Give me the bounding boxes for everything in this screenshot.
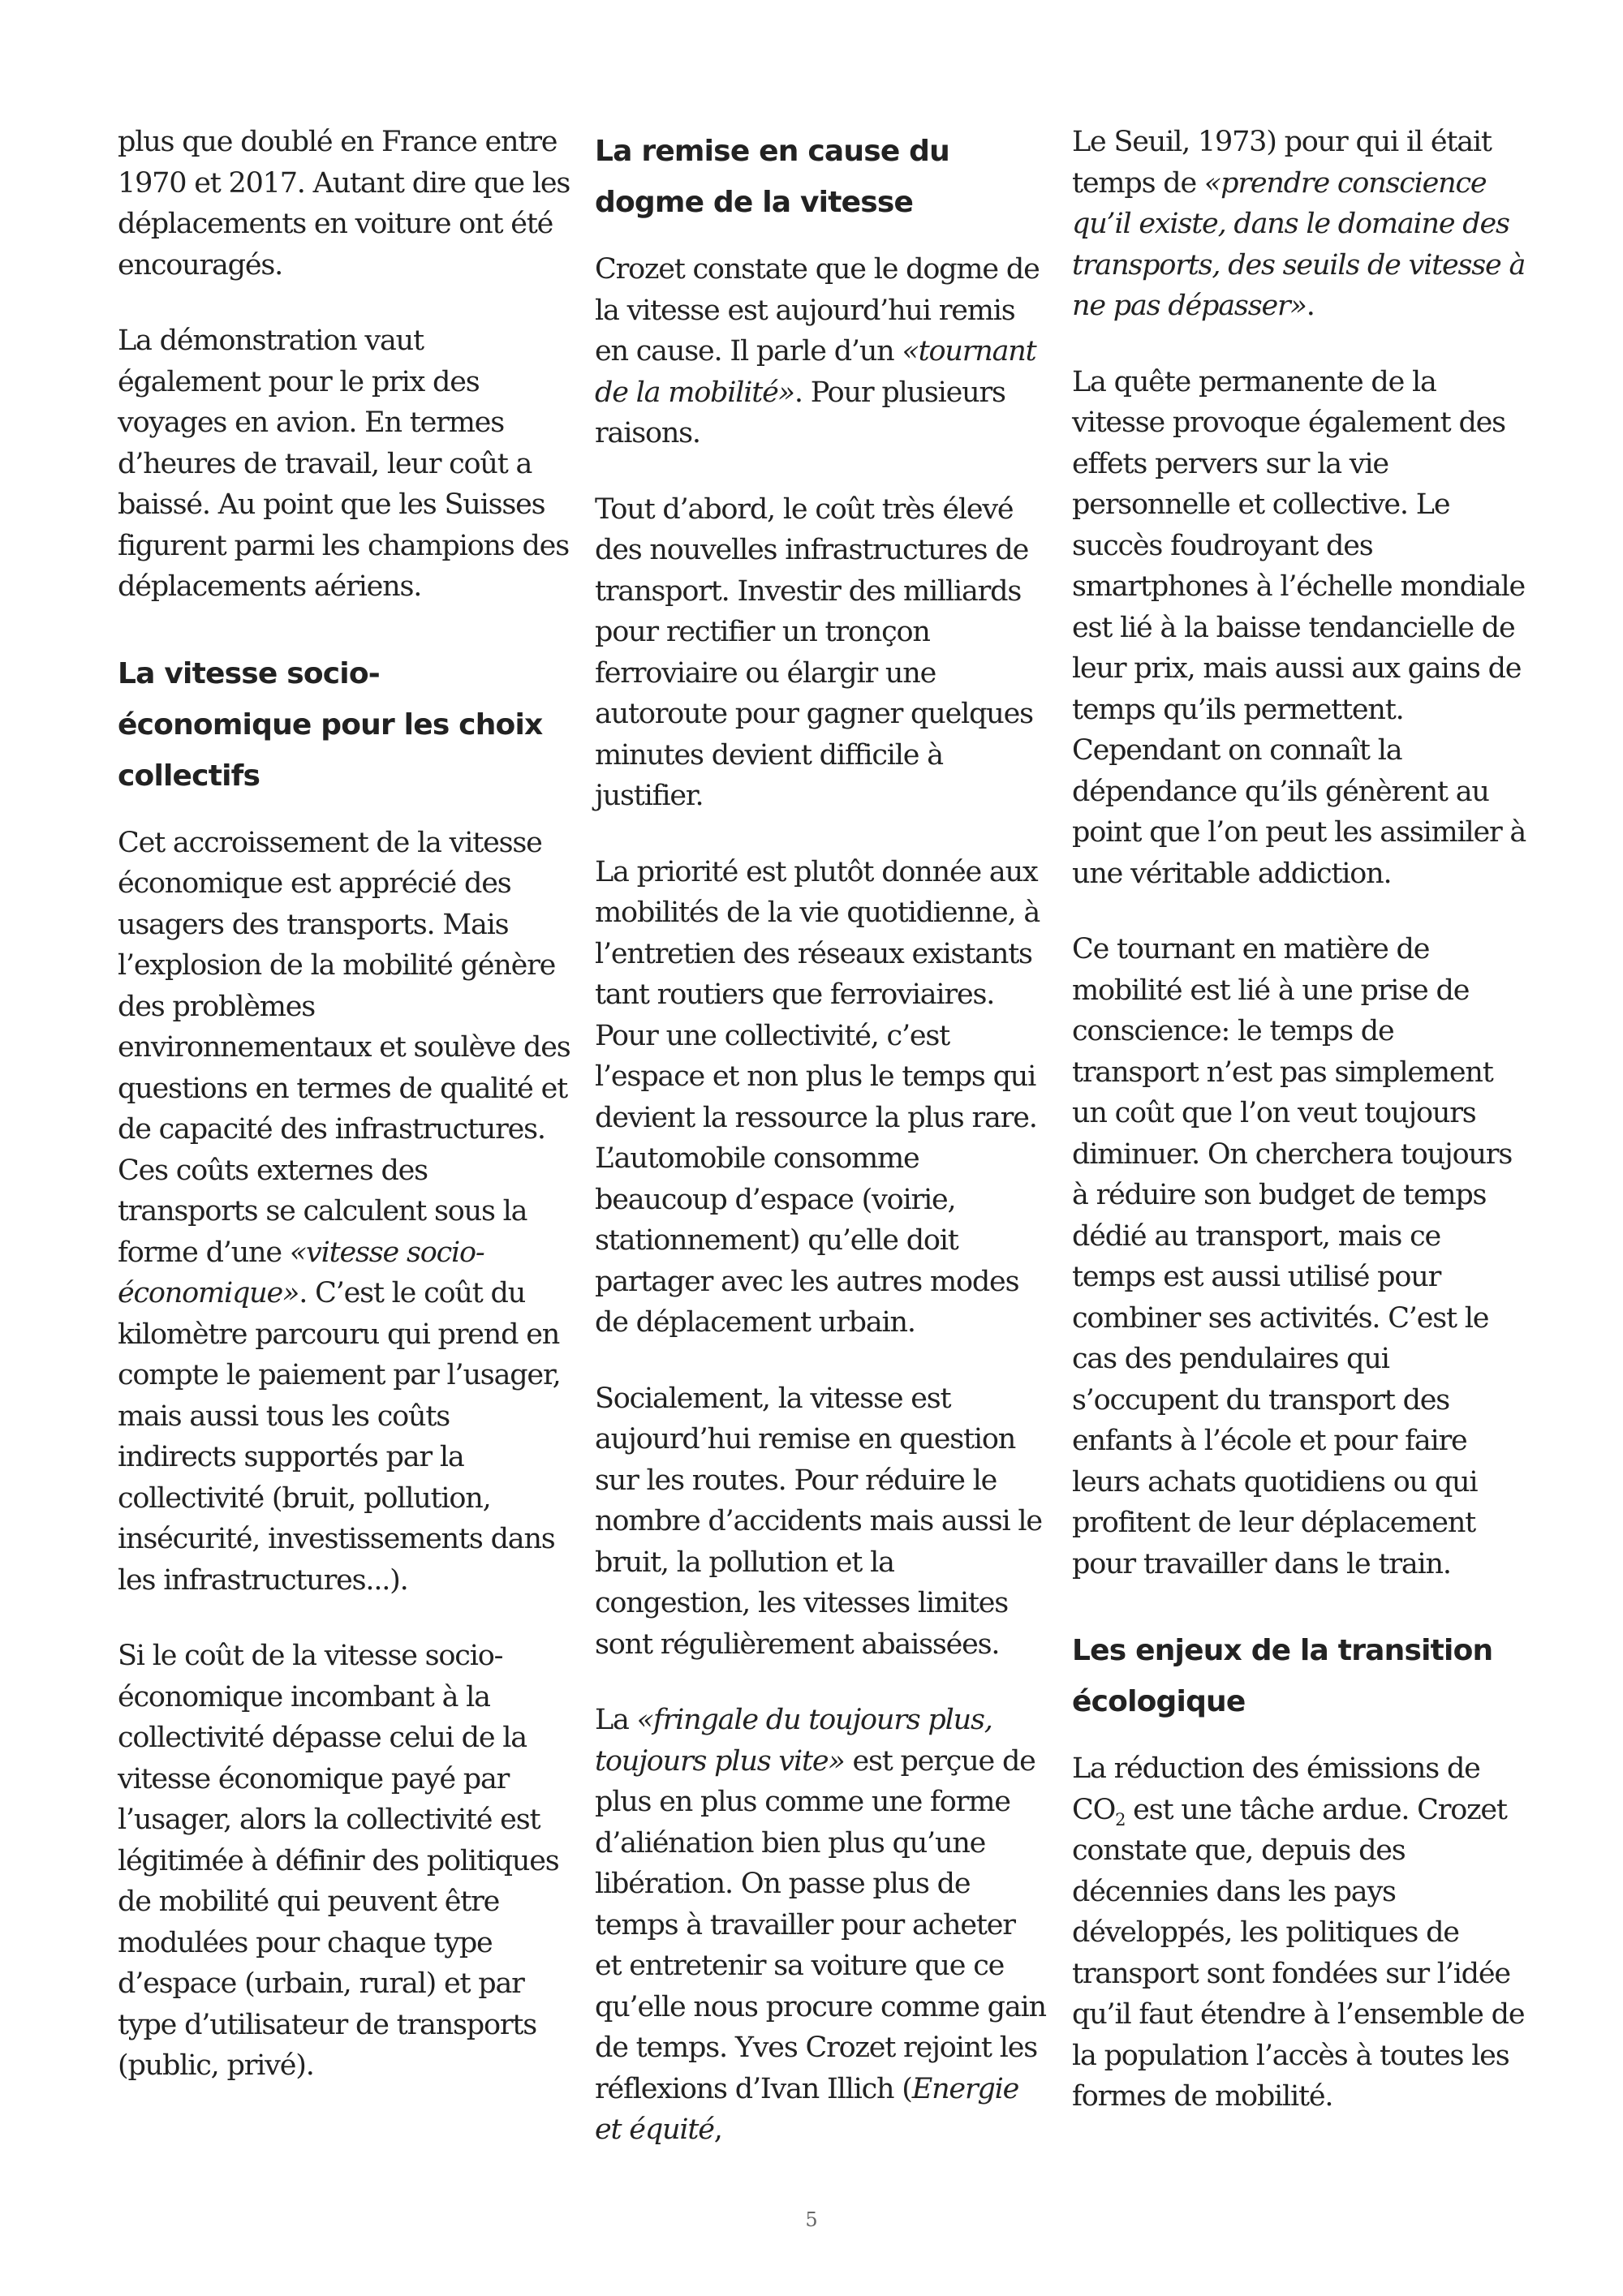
paragraph bbox=[118, 823, 572, 1602]
paragraph-text: . Pour plusieurs raisons. bbox=[595, 376, 1005, 449]
paragraph bbox=[595, 249, 1049, 454]
paragraph-text: Le Seuil, 1973) pour qui il était temps de bbox=[1072, 126, 1492, 200]
text-column-3 bbox=[1072, 122, 1526, 2152]
paragraph bbox=[1072, 122, 1526, 327]
section-heading: La remise en cause du dogme de la vitesse bbox=[595, 135, 949, 219]
paragraph-text: La bbox=[595, 1704, 637, 1736]
paragraph: Si le coût de la vitesse socio-économique incombant à la collectivité dépasse celui de la vitesse économique payé par l’usager, alors la collectivité est légitimée à définir des politiques de mobilité qui peuvent être modulées pour chaque type d’espace (urbain, rural) et par type d’utilisateur de transports (public, privé). bbox=[118, 1640, 559, 2082]
paragraph-text: . C’est le coût du kilomètre parcouru qui prend en compte le paiement par l’usager, mais aussi tous les coûts indirects supportés par la collectivité (bruit, pollution, insécurité, investissements dans les infrastructures...). bbox=[118, 1277, 561, 1597]
subscript-two: 2 bbox=[1115, 1809, 1126, 1829]
paragraph-text: Crozet constate que le dogme de la vitesse est aujourd’hui remis en cause. Il parle d’un bbox=[595, 253, 1040, 368]
paragraph bbox=[1072, 1748, 1526, 2118]
quote-italic: «vitesse socio-économique» bbox=[118, 1236, 484, 1309]
paragraph: La priorité est plutôt donnée aux mobilités de la vie quotidienne, à l’entretien des réseaux existants tant routiers que ferroviaires. Pour une collectivité, c’est l’espace et non plus le temps qui devient la ressource la plus rare. L’automobile consomme beaucoup d’espace (voirie, stationnement) qu’elle doit partager avec les autres modes de déplacement urbain. bbox=[595, 855, 1040, 1339]
paragraph: La démonstration vaut également pour le prix des voyages en avion. En termes d’heures de travail, leur coût a baissé. Au point que les Suisses figurent parmi les champions des déplacements aériens. bbox=[118, 325, 569, 603]
book-title-italic: Energie et équité bbox=[595, 2072, 1019, 2146]
paragraph bbox=[595, 1700, 1049, 2151]
paragraph: Ce tournant en matière de mobilité est lié à une prise de conscience: le temps de transport n’est pas simplement un coût que l’on veut toujours diminuer. On cherchera toujours à réduire son budget de temps dédié au transport, mais ce temps est aussi utilisé pour combiner ses activités. C’est le cas des pendulaires qui s’occupent du transport des enfants à l’école et pour faire leurs achats quotidiens ou qui profitent de leur déplacement pour travailler dans le train. bbox=[1072, 933, 1513, 1580]
paragraph-text: Cet accroissement de la vitesse économique est apprécié des usagers des transports. Mais l’explosion de la mobilité génère des problèmes environnementaux et soulève des questions en termes de qualité et de capacité des infrastructures. Ces coûts externes des transports se calculent sous la forme d’une bbox=[118, 826, 570, 1269]
paragraph: plus que doublé en France entre 1970 et 2017. Autant dire que les déplacements en voiture ont été encouragés. bbox=[118, 126, 570, 282]
paragraph: Tout d’abord, le coût très élevé des nouvelles infrastructures de transport. Investir des milliards pour rectifier un tronçon ferroviaire ou élargir une autoroute pour gagner quelques minutes devient difficile à justifier. bbox=[595, 492, 1033, 812]
paragraph-text: . bbox=[1306, 290, 1315, 322]
paragraph-text: , bbox=[713, 2113, 722, 2146]
section-heading: La vitesse socio-économique pour les choix collectifs bbox=[118, 656, 543, 793]
paragraph-text: est perçue de plus en plus comme une forme d’aliénation bien plus qu’une libération. On passe plus de temps à travailler pour acheter et entretenir sa voiture que ce qu’elle nous procure comme gain de temps. Yves Crozet rejoint les réflexions d’Ivan Illich ( bbox=[595, 1744, 1046, 2105]
text-column-1 bbox=[118, 122, 572, 2122]
quote-italic: «prendre conscience qu’il existe, dans le domaine des transports, des seuils de vitesse à ne pas dépasser» bbox=[1072, 166, 1526, 322]
paragraph: La quête permanente de la vitesse provoque également des effets pervers sur la vie personnelle et collective. Le succès foudroyant des smartphones à l’échelle mondiale est lié à la baisse tendancielle de leur prix, mais aussi aux gains de temps qu’ils permettent. Cependant on connaît la dépendance qu’ils génèrent au point que l’on peut les assimiler à une véritable addiction. bbox=[1072, 365, 1526, 890]
section-heading: Les enjeux de la transition écologique bbox=[1072, 1634, 1493, 1718]
paragraph-text: est une tâche ardue. Crozet constate que, depuis des décennies dans les pays développés, les politiques de transport sont fondées sur l’idée qu’il faut étendre à l’ensemble de la population l’accès à toutes les formes de mobilité. bbox=[1072, 1793, 1525, 2113]
text-column-2 bbox=[595, 122, 1049, 2186]
paragraph-text: La réduction des émissions de CO bbox=[1072, 1752, 1480, 1826]
quote-italic: «tournant de la mobilité» bbox=[595, 335, 1036, 409]
page-number: 5 bbox=[805, 2208, 818, 2231]
quote-italic: «fringale du toujours plus, toujours plus vite» bbox=[595, 1704, 992, 1778]
paragraph: Socialement, la vitesse est aujourd’hui remise en question sur les routes. Pour réduire le nombre d’accidents mais aussi le bruit, la pollution et la congestion, les vitesses limites sont régulièrement abaissées. bbox=[595, 1382, 1042, 1661]
